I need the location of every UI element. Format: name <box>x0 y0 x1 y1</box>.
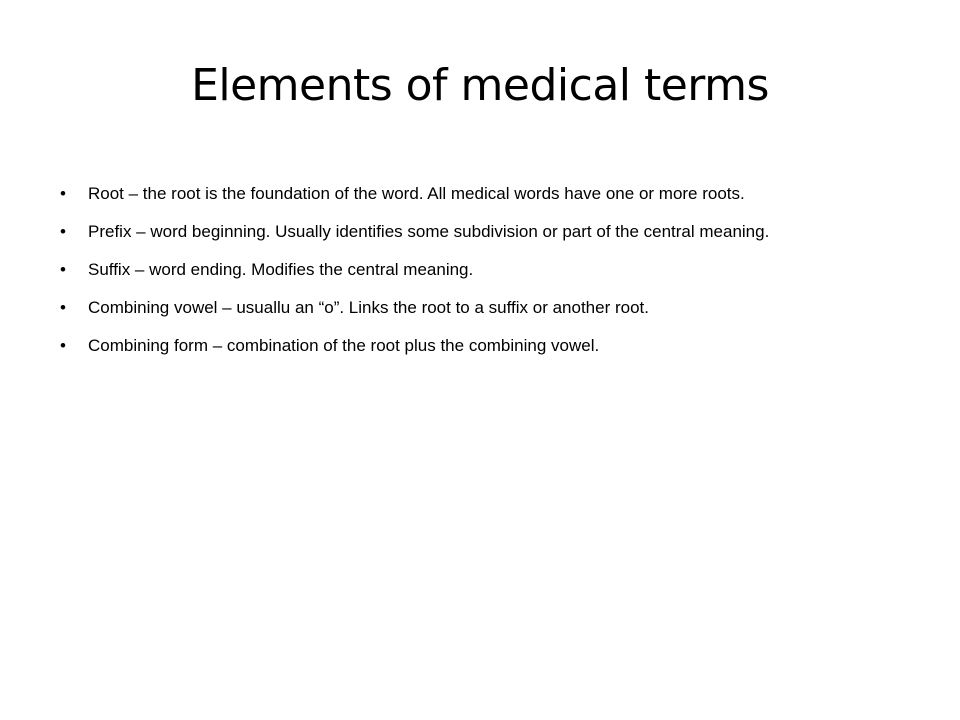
bullet-item-root <box>60 178 880 210</box>
bullet-text: Root – the root is the foundation of the word. All medical words have one or more roots. <box>88 184 745 203</box>
bullet-dot: • <box>60 184 66 203</box>
bullet-list <box>60 178 880 368</box>
bullet-item-combining-vowel <box>60 292 880 324</box>
bullet-item-prefix <box>60 216 880 248</box>
slide-title: Elements of medical terms <box>191 60 769 111</box>
bullet-dot: • <box>60 222 66 241</box>
bullet-dot: • <box>60 298 66 317</box>
bullet-dot: • <box>60 336 66 355</box>
bullet-item-combining-form <box>60 330 880 362</box>
bullet-text: Prefix – word beginning. Usually identifies some subdivision or part of the central meaning. <box>88 222 770 241</box>
bullet-text: Combining vowel – usuallu an “o”. Links the root to a suffix or another root. <box>88 298 649 317</box>
bullet-item-suffix <box>60 254 880 286</box>
bullet-text: Combining form – combination of the root plus the combining vowel. <box>88 336 600 355</box>
bullet-text: Suffix – word ending. Modifies the central meaning. <box>88 260 474 279</box>
bullet-dot: • <box>60 260 66 279</box>
